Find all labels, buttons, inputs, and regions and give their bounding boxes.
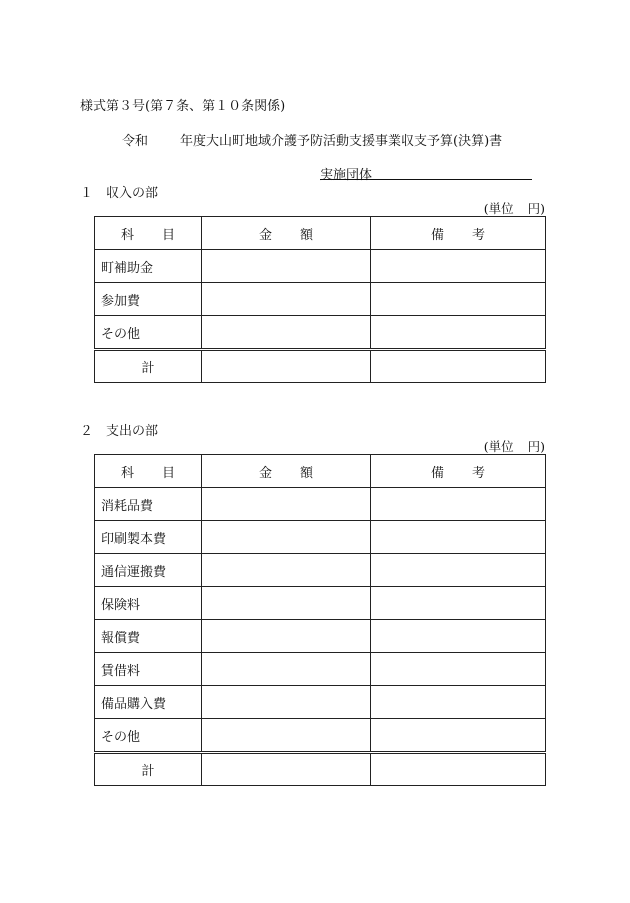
title-text: 年度大山町地域介護予防活動支援事業収支予算(決算)書 <box>180 134 503 149</box>
row-label: その他 <box>95 316 202 350</box>
amount-cell[interactable] <box>202 620 371 653</box>
header-amount: 金 額 <box>202 217 371 250</box>
income-header-row <box>95 217 546 250</box>
header-remarks: 備 考 <box>371 455 546 488</box>
organization-name-line[interactable] <box>320 179 532 180</box>
amount-cell[interactable] <box>202 283 371 316</box>
form-number: 様式第３号(第７条、第１０条関係) <box>80 99 286 114</box>
row-label: 保険料 <box>95 587 202 620</box>
row-label: 賃借料 <box>95 653 202 686</box>
income-table <box>94 216 546 383</box>
remarks-cell[interactable] <box>371 587 546 620</box>
amount-cell[interactable] <box>202 686 371 719</box>
row-label: 町補助金 <box>95 250 202 283</box>
row-label: 通信運搬費 <box>95 554 202 587</box>
amount-cell[interactable] <box>202 587 371 620</box>
organization-label: 実施団体 <box>320 168 373 183</box>
remarks-cell[interactable] <box>371 488 546 521</box>
table-row <box>95 587 546 620</box>
table-row <box>95 488 546 521</box>
table-row <box>95 686 546 719</box>
remarks-cell[interactable] <box>371 686 546 719</box>
document-title <box>122 130 502 149</box>
amount-cell[interactable] <box>202 719 371 753</box>
row-label: 消耗品費 <box>95 488 202 521</box>
expense-header-row <box>95 455 546 488</box>
income-heading-label: 収入の部 <box>106 186 159 201</box>
remarks-cell[interactable] <box>371 283 546 316</box>
total-label: 計 <box>95 753 202 786</box>
total-amount-cell[interactable] <box>202 350 371 383</box>
expense-section-heading <box>80 420 158 439</box>
total-remarks-cell[interactable] <box>371 753 546 786</box>
header-item: 科 目 <box>95 455 202 488</box>
amount-cell[interactable] <box>202 554 371 587</box>
row-label: その他 <box>95 719 202 753</box>
remarks-cell[interactable] <box>371 521 546 554</box>
row-label: 参加費 <box>95 283 202 316</box>
income-unit-label: (単位 円) <box>483 201 545 216</box>
header-remarks: 備 考 <box>371 217 546 250</box>
expense-table <box>94 454 546 786</box>
amount-cell[interactable] <box>202 488 371 521</box>
remarks-cell[interactable] <box>371 719 546 753</box>
table-row <box>95 554 546 587</box>
amount-cell[interactable] <box>202 316 371 350</box>
total-row <box>95 753 546 786</box>
header-amount: 金 額 <box>202 455 371 488</box>
total-remarks-cell[interactable] <box>371 350 546 383</box>
expense-heading-number: ２ <box>80 424 94 439</box>
remarks-cell[interactable] <box>371 653 546 686</box>
total-amount-cell[interactable] <box>202 753 371 786</box>
row-label: 報償費 <box>95 620 202 653</box>
amount-cell[interactable] <box>202 521 371 554</box>
expense-heading-label: 支出の部 <box>106 424 159 439</box>
remarks-cell[interactable] <box>371 620 546 653</box>
table-row <box>95 719 546 753</box>
table-row <box>95 316 546 350</box>
row-label: 備品購入費 <box>95 686 202 719</box>
remarks-cell[interactable] <box>371 316 546 350</box>
header-item: 科 目 <box>95 217 202 250</box>
total-row <box>95 350 546 383</box>
table-row <box>95 521 546 554</box>
income-heading-number: １ <box>80 186 94 201</box>
total-label: 計 <box>95 350 202 383</box>
table-row <box>95 283 546 316</box>
title-era: 令和 <box>122 134 149 149</box>
row-label: 印刷製本費 <box>95 521 202 554</box>
amount-cell[interactable] <box>202 653 371 686</box>
table-row <box>95 250 546 283</box>
remarks-cell[interactable] <box>371 250 546 283</box>
income-section-heading <box>80 182 158 201</box>
remarks-cell[interactable] <box>371 554 546 587</box>
table-row <box>95 620 546 653</box>
amount-cell[interactable] <box>202 250 371 283</box>
expense-unit-label: (単位 円) <box>483 439 545 454</box>
table-row <box>95 653 546 686</box>
